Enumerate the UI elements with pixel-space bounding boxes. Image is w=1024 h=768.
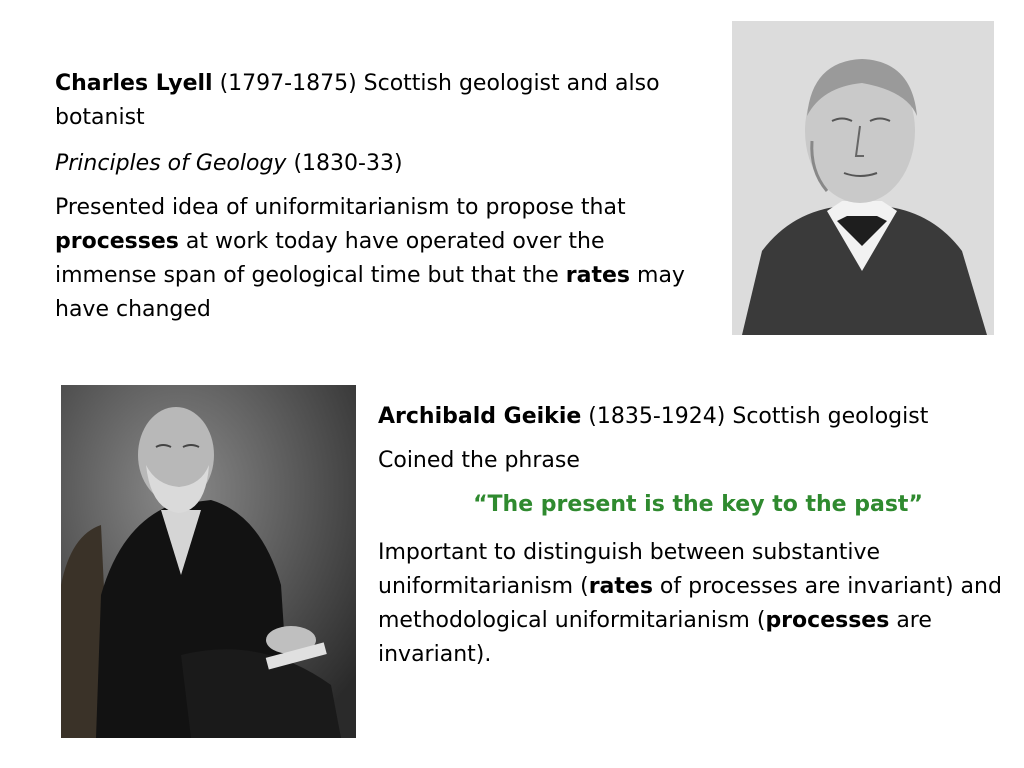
lyell-heading: [55, 67, 705, 135]
lyell-portrait: [732, 21, 994, 335]
lyell-desc-part: Presented idea of uniformitarianism to propose that: [55, 195, 626, 220]
geikie-imp-bold-processes: processes: [765, 608, 890, 633]
geikie-importance: [378, 536, 1018, 672]
geikie-imp-bold-rates: rates: [588, 574, 653, 599]
geikie-coined: Coined the phrase: [378, 448, 580, 473]
geikie-heading: [378, 400, 1018, 434]
geikie-imp-part: are invariant).: [378, 608, 932, 667]
lyell-text-block: [55, 67, 705, 327]
geikie-imp-part: Important to distinguish between substantive uniformitarianism (: [378, 540, 881, 599]
lyell-desc-part: at work today have operated over the immense span of geological time but that the: [55, 229, 605, 288]
geikie-portrait: [61, 385, 356, 738]
geikie-dates: (1835-1924) Scottish geologist: [581, 404, 929, 429]
geikie-name: Archibald Geikie: [378, 404, 582, 429]
lyell-description: [55, 191, 705, 327]
geikie-text-block: [378, 400, 1018, 672]
geikie-imp-part: of processes are invariant) and methodological uniformitarianism (: [378, 574, 1002, 633]
book-dates: (1830-33): [286, 151, 403, 176]
book-title: Principles of Geology: [55, 151, 287, 176]
lyell-book: [55, 147, 705, 181]
lyell-desc-part: may have changed: [55, 263, 685, 322]
lyell-desc-bold-rates: rates: [565, 263, 631, 288]
lyell-desc-bold-processes: processes: [55, 229, 179, 254]
lyell-name: Charles Lyell: [55, 71, 213, 96]
geikie-quote: “The present is the key to the past”: [473, 492, 923, 517]
lyell-dates: (1797-1875) Scottish geologist and also botanist: [55, 71, 660, 130]
